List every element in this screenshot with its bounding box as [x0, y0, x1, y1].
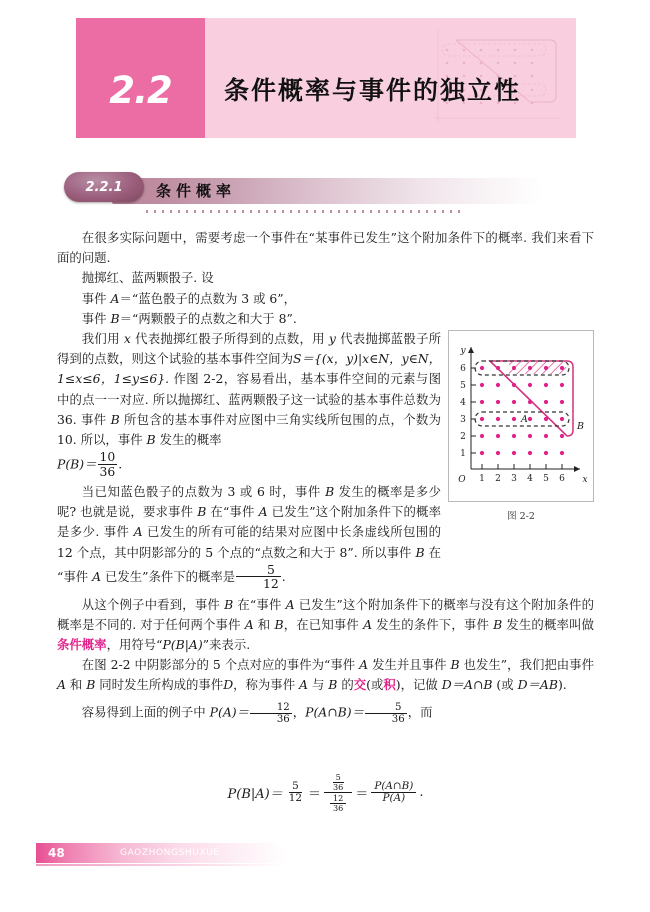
var-b: B	[328, 677, 338, 693]
period: .	[281, 569, 286, 585]
fraction-denominator: 12	[263, 576, 279, 592]
paragraph-prob-b-formula	[57, 450, 441, 478]
chapter-banner	[76, 18, 576, 138]
body-text	[57, 228, 594, 725]
text-seg: 和	[65, 677, 87, 693]
section-header	[64, 172, 554, 218]
text-seg: 作图 2-2，容易看出，基本事件空间的元素与图中的点一一对应. 所以抛掷红、蓝两颗骰子这一试验的基本事件总数为 36. 事件	[57, 371, 441, 427]
var-b: B	[110, 411, 120, 427]
event-a-definition: ＝“蓝色骰子的点数为 3 或 6”，	[119, 290, 297, 306]
y-tick-4: 4	[460, 398, 466, 408]
x-tick-2: 2	[495, 474, 501, 484]
var-b: B	[224, 596, 234, 612]
text-seg: 已发生的所有可能的结果对应图中长条虚线所包围的 12 个点，其中阴影部分的 5 个点的“点数之和大于 8”. 所以事件	[57, 524, 441, 560]
var-b: B	[274, 616, 284, 632]
text-seg: 在“事件	[233, 596, 286, 612]
event-a-symbol: A	[110, 290, 120, 306]
section-dotted-rule	[146, 210, 461, 213]
text-seg: 发生并且事件	[368, 657, 451, 673]
complex-fraction-numerator	[324, 772, 352, 793]
equation-operator-1: ＝	[308, 787, 322, 803]
footer-pinyin-text: GAOZHONGSHUXUE	[120, 848, 220, 858]
fraction-denominator: 12	[288, 792, 302, 805]
fraction-denominator: 36	[99, 463, 116, 479]
fraction-numerator: 5	[365, 702, 407, 714]
text-seg: 在“事件	[57, 544, 441, 585]
prob-b-label: P(B)＝	[57, 456, 97, 472]
var-a: A	[133, 524, 143, 540]
var-a: A	[258, 504, 268, 520]
var-a: A	[363, 616, 373, 632]
text-seg: 发生的概率是多少呢? 也就是说，要求事件	[57, 484, 441, 520]
text-seg: 也发生”，我们把由事件	[459, 657, 594, 673]
text-seg: 我们用	[81, 331, 124, 347]
text-seg: (或	[492, 677, 518, 693]
fraction-denominator: 36	[276, 713, 290, 725]
var-a: A	[92, 569, 102, 585]
var-b: B	[197, 504, 207, 520]
var-a: A	[299, 677, 308, 693]
event-b-label: B	[577, 421, 584, 432]
text-seg: 的	[337, 677, 354, 693]
var-b: B	[86, 677, 96, 693]
inner-fraction-12-36	[330, 794, 346, 813]
fraction-numerator: 5	[289, 781, 302, 794]
var-b: B	[450, 657, 460, 673]
fraction-numerator: 10	[99, 449, 116, 465]
text-seg: (或	[366, 677, 384, 693]
conditional-probability-symbol: P(B|A)	[162, 637, 203, 653]
chapter-title: 条件概率与事件的独立性	[224, 76, 522, 105]
text-seg: 与	[308, 677, 329, 693]
origin-label: O	[458, 475, 466, 485]
fraction-numerator: 12	[330, 794, 346, 804]
fraction-numerator: P(A∩B)	[371, 781, 416, 794]
text-seg: ”来表示.	[202, 637, 251, 653]
equation-period: .	[419, 785, 424, 801]
text-seg: 在图 2-2 中阴影部分的 5 个点对应的事件为“事件	[81, 657, 360, 673]
equation-complex-fraction	[324, 772, 352, 813]
var-a: A	[285, 596, 295, 612]
text-seg: 和	[253, 616, 275, 632]
y-axis-label: y	[460, 346, 466, 356]
text-seg: 当已知蓝色骰子的点数为 3 或 6 时，事件	[81, 484, 326, 500]
var-b: B	[146, 432, 156, 448]
fraction-numerator: 12	[250, 702, 292, 714]
y-tick-1: 1	[460, 449, 466, 459]
footer-rule	[36, 864, 286, 866]
fraction-denominator: P(A)	[382, 792, 406, 805]
x-tick-6: 6	[559, 474, 565, 484]
complex-fraction-denominator	[324, 793, 352, 813]
text-seg: 在“事件	[206, 504, 259, 520]
var-b: B	[415, 544, 425, 560]
paragraph-example-values	[57, 702, 594, 725]
term-intersection: 交	[353, 677, 367, 693]
intersection-equation-alt: D＝AB	[517, 677, 558, 693]
var-d: D	[223, 677, 234, 693]
text-seg: 发生的概率	[155, 432, 222, 448]
paragraph-intro: 在很多实际问题中，需要考虑一个事件在“某事件已发生”这个附加条件下的概率. 我们来看下面的问题.	[57, 230, 594, 266]
text-seg: ，用符号“	[106, 637, 163, 653]
text-seg: ，而	[407, 704, 433, 720]
var-b: B	[325, 484, 335, 500]
page-footer	[36, 843, 286, 869]
text-seg: 容易得到上面的例子中	[81, 704, 210, 720]
page-number: 48	[48, 846, 65, 860]
inner-fraction-5-36	[330, 773, 346, 792]
text-seg: 所包含的基本事件对应图中三角实线所包围的点，个数为 10. 所以，事件	[57, 411, 441, 448]
text-seg: 发生的概率叫做	[502, 616, 594, 632]
text-seg: ，在已知事件	[283, 616, 364, 632]
event-a-prefix: 事件	[81, 290, 111, 306]
fraction-10-36	[98, 450, 118, 478]
chapter-number: 2.2	[109, 68, 172, 112]
text-seg: 发生的条件下，事件	[372, 616, 494, 632]
x-tick-4: 4	[527, 474, 533, 484]
x-tick-3: 3	[511, 474, 517, 484]
event-b-prefix: 事件	[81, 310, 111, 326]
text-seg: ，	[292, 704, 306, 720]
event-b-symbol: B	[110, 310, 120, 326]
equation-row	[228, 772, 424, 813]
paragraph-event-b	[57, 309, 594, 329]
paragraph-event-a	[57, 289, 594, 309]
var-a: A	[359, 657, 369, 673]
prob-a-label: P(A)＝	[209, 704, 250, 720]
period: .	[118, 456, 123, 472]
display-equation	[57, 772, 594, 813]
fraction-5-36	[365, 702, 407, 725]
text-seg: )，记做	[395, 677, 442, 693]
term-product: 积	[383, 677, 396, 693]
equation-operator-2: ＝	[355, 787, 369, 803]
text-seg: 代表抛掷蓝骰子所得到的点数，则这个试验的基本事件空间为	[57, 331, 441, 367]
x-tick-5: 5	[543, 474, 549, 484]
event-b-definition: ＝“两颗骰子的点数之和大于 8”.	[119, 310, 297, 326]
fraction-denominator: 36	[391, 713, 405, 725]
var-a: A	[244, 616, 254, 632]
paragraph-intersection-def	[57, 655, 594, 695]
term-conditional-probability: 条件概率	[57, 637, 107, 653]
text-seg: 代表抛掷红骰子所得到的点数，用	[130, 331, 329, 347]
paragraph-sample-space	[57, 329, 441, 450]
text-seg: 已发生”条件下的概率是	[101, 569, 236, 585]
y-tick-3: 3	[460, 415, 466, 425]
text-seg: 已发生”这个附加条件下的概率与没有这个附加条件的概率是不同的. 对于任何两个事件	[57, 596, 594, 632]
paragraph-conditional-probability-def	[57, 595, 594, 656]
text-seg: 从这个例子中看到，事件	[81, 596, 225, 612]
var-y: y	[328, 331, 336, 347]
fraction-numerator: 5	[236, 563, 281, 577]
intersection-equation: D＝A∩B	[441, 677, 493, 693]
text-seg: 同时发生所构成的事件	[95, 677, 224, 693]
y-tick-5: 5	[460, 381, 466, 391]
fraction-12-36	[250, 702, 292, 725]
section-badge: 2.2.1	[64, 172, 144, 202]
text-seg: 已发生”这个附加条件下的概率是多少. 事件	[57, 504, 441, 540]
fraction-denominator: 36	[333, 782, 344, 793]
prob-ab-label: P(A∩B)＝	[305, 704, 364, 720]
fraction-5-12	[236, 563, 281, 591]
var-b: B	[493, 616, 503, 632]
sample-space-set: S＝{(x，y)|x∈N，y∈N，1≤x≤6，1≤y≤6}.	[57, 351, 442, 387]
x-tick-1: 1	[479, 474, 485, 484]
section-title: 条件概率	[156, 182, 237, 200]
y-tick-6: 6	[460, 364, 466, 374]
equation-lhs: P(B|A)＝	[227, 787, 283, 803]
paragraph-conditional-question-top	[57, 482, 441, 591]
y-tick-2: 2	[460, 432, 466, 442]
fraction-denominator: 36	[333, 803, 344, 814]
var-x: x	[123, 331, 131, 347]
x-axis-label: x	[582, 475, 588, 485]
var-a: A	[57, 677, 66, 693]
text-seg: ，称为事件	[233, 677, 300, 693]
paragraph-setup: 抛掷红、蓝两颗骰子. 设	[81, 270, 214, 286]
figure-caption: 图 2-2	[507, 511, 535, 522]
event-a-label: A	[521, 414, 528, 425]
equation-fraction-5-12	[286, 781, 305, 805]
text-seg: ).	[557, 677, 567, 693]
equation-fraction-formula	[371, 781, 416, 805]
fraction-numerator: 5	[333, 773, 344, 783]
